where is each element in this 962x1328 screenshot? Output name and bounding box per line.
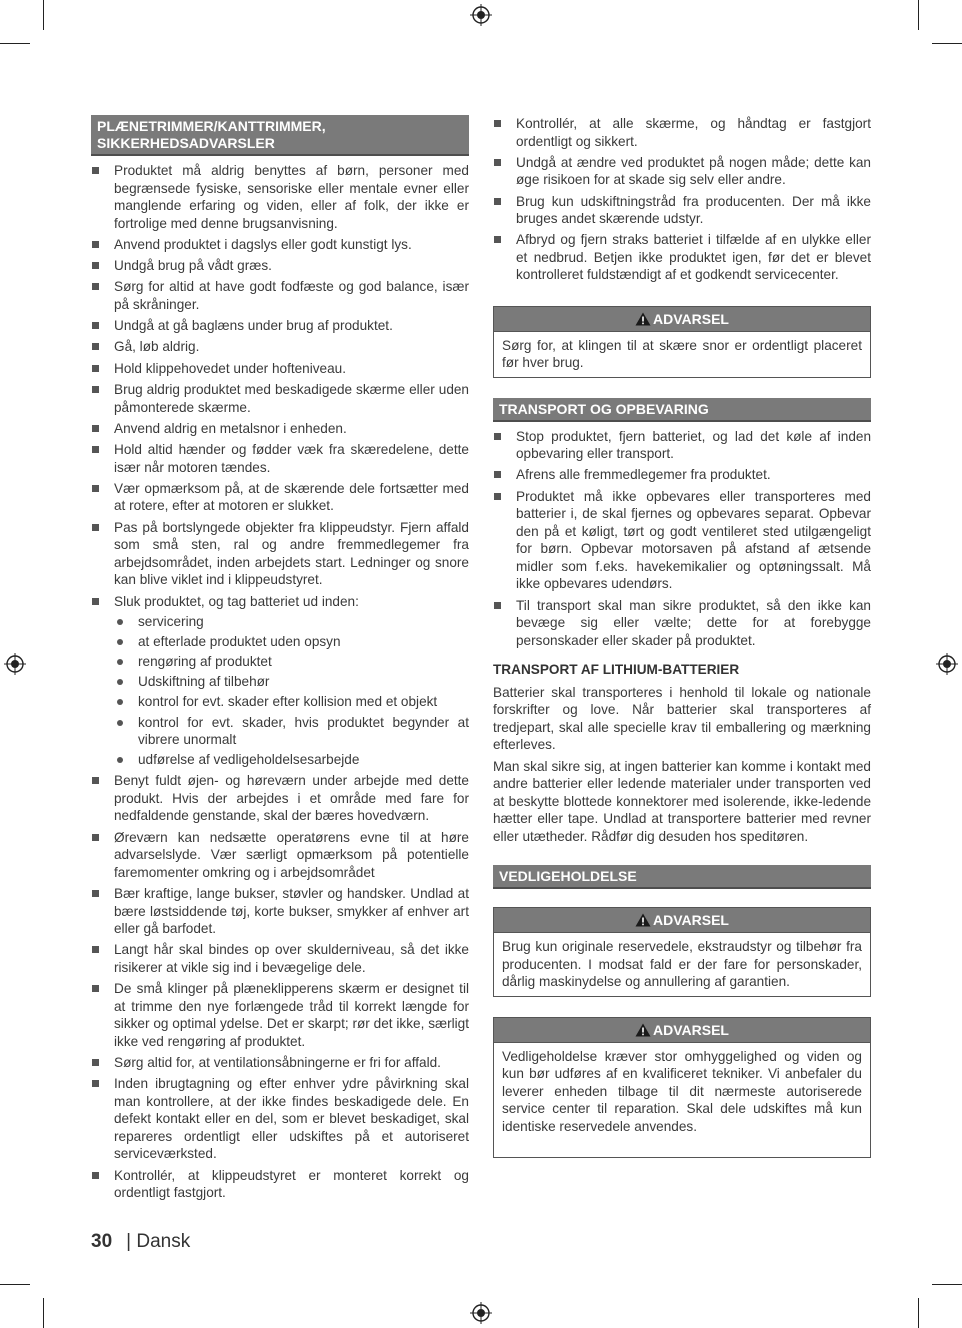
sub-list-item: kontrol for evt. skader efter kollision med et objekt [114, 693, 469, 711]
warning-box [493, 907, 871, 997]
warning-text: Brug kun originale reservedele, ekstraudstyr og tilbehør fra producenten. I modsat fald er der fare for personskader, dårlig maskinydelse og annullering af garantien. [502, 939, 862, 990]
list-item: Brug kun udskiftningstråd fra producenten. Der må ikke bruges andet skærende udstyr. [493, 193, 871, 228]
list-item: Benyt fuldt øjen- og høreværn under arbejde med dette produkt. Hvis der arbejdes i et område med fare for nedfaldende genstande, skal der bæres hovedværn. [91, 772, 469, 825]
list-item: Anvend aldrig en metalsnor i enheden. [91, 420, 469, 438]
list-item-text: Sluk produktet, og tag batteriet ud inden: [114, 593, 359, 609]
registration-mark-icon [4, 653, 26, 675]
warning-box [493, 1017, 871, 1159]
list-item: Hold altid hænder og fødder væk fra skæredelene, dette især når motoren tændes. [91, 441, 469, 476]
sub-list-item: Udskiftning af tilbehør [114, 673, 469, 691]
crop-mark [918, 1298, 919, 1328]
list-item: Undgå at ændre ved produktet på nogen måde; dette kan øge risikoen for at skade sig selv eller andre. [493, 154, 871, 189]
list-item: Vær opmærksom på, at de skærende dele fortsætter med at rotere, efter at motoren er slukket. [91, 480, 469, 515]
footer-language: | Dansk [126, 1231, 191, 1252]
warning-triangle-icon [635, 1023, 651, 1037]
list-item: Til transport skal man sikre produktet, så den ikke kan bevæge sig eller vælte; dette for at forebygge personskader eller skader på produktet. [493, 597, 871, 650]
safety-list [91, 162, 469, 1202]
warning-triangle-icon [635, 913, 651, 927]
sub-list [114, 613, 469, 769]
list-item: Afbryd og fjern straks batteriet i tilfælde af en ulykke eller et nedbrud. Betjen ikke produktet igen, før det er blevet kontrolleret fuldstændigt af et godkendt servicecenter. [493, 231, 871, 284]
maintenance-section-heading: VEDLIGEHOLDELSE [493, 865, 871, 889]
warning-title: ADVARSEL [653, 912, 729, 929]
list-item: Undgå brug på vådt græs. [91, 257, 469, 275]
crop-mark [0, 1284, 30, 1285]
list-item: Afrens alle fremmedlegemer fra produktet. [493, 466, 871, 484]
warning-header [494, 1018, 870, 1043]
right-column [493, 115, 871, 1178]
lithium-paragraph: Batterier skal transporteres i henhold til lokale og nationale forskrifter og love. Når batterier skal transporteres af tredjepart, skal alle specielle krav til emballering og mærkning efterleves. [493, 684, 871, 753]
crop-mark [43, 0, 44, 30]
heading-line: PLÆNETRIMMER/KANTTRIMMER, [97, 118, 326, 134]
page-footer [91, 1230, 190, 1254]
list-item: Hold klippehovedet under hofteniveau. [91, 360, 469, 378]
registration-mark-icon [936, 653, 958, 675]
list-item: Øreværn kan nedsætte operatørens evne til at høre advarselslyde. Vær særligt opmærksom på potentielle faremomenter omkring og i arbejdsområdet [91, 829, 469, 882]
list-item: Kontrollér, at klippeudstyret er monteret korrekt og ordentligt fastgjort. [91, 1167, 469, 1202]
transport-list [493, 428, 871, 649]
warning-text: Vedligeholdelse kræver stor omhyggelighed og viden og kun bør udføres af en kvalificeret tekniker. Vi anbefaler du leverer enheden tilbage til dit nærmeste autoriserede service center til reparation. Skal dele udskiftes må kun identiske reservedele anvendes. [502, 1048, 862, 1134]
list-item: Sørg altid for, at ventilationsåbningerne er fri for affald. [91, 1054, 469, 1072]
warning-header [494, 307, 870, 332]
list-item: Produktet må ikke opbevares eller transporteres med batterier i, de skal fjernes og opbevares separat. Opbevar den på et køligt, tørt og godt ventileret sted utilgængeligt for børn. Opbevar motorsaven på afstand af ætsende midler som f.eks. havekemikalier og optøningssalt. Må ikke opbevares udendørs. [493, 488, 871, 593]
warning-text: Sørg for, at klingen til at skære snor er ordentligt placeret før hver brug. [502, 337, 862, 371]
warning-title: ADVARSEL [653, 1021, 729, 1038]
crop-mark [0, 43, 30, 44]
sub-list-item: kontrol for evt. skader, hvis produktet begynder at vibrere unormalt [114, 714, 469, 749]
list-item: Inden ibrugtagning og efter enhver ydre påvirkning skal man kontrollere, at der ikke findes beskadigede dele. En defekt kontakt eller en del, som er blevet beskadiget, skal repareres ordentligt eller udskiftes på et autoriseret serviceværksted. [91, 1075, 469, 1163]
list-item: De små klinger på plæneklipperens skærm er designet til at trimme den nye forlængede tråd til korrekt længde for sikker og optimal ydelse. Det er skarpt; rør det ikke, særligt ikke ved rengøring af produktet. [91, 980, 469, 1050]
sub-list-item: servicering [114, 613, 469, 631]
list-item [91, 593, 469, 769]
crop-mark [932, 43, 962, 44]
crop-mark [918, 0, 919, 30]
list-item: Undgå at gå baglæns under brug af produktet. [91, 317, 469, 335]
lithium-subheading: TRANSPORT AF LITHIUM-BATTERIER [493, 662, 740, 678]
crop-mark [43, 1298, 44, 1328]
list-item: Langt hår skal bindes op over skulderniveau, så det ikke risikerer at vikle sig ind i bevægelige dele. [91, 941, 469, 976]
warning-triangle-icon [635, 312, 651, 326]
list-item: Bær kraftige, lange bukser, støvler og handsker. Undlad at bære løstsiddende tøj, korte bukser, smykker af enhver art eller gå barfodet. [91, 885, 469, 938]
list-item: Sørg for altid at have godt fodfæste og god balance, især på skråninger. [91, 278, 469, 313]
registration-mark-icon [470, 4, 492, 26]
safety-section-heading [91, 115, 469, 156]
list-item: Brug aldrig produktet med beskadigede skærme eller uden påmonterede skærme. [91, 381, 469, 416]
crop-mark [932, 1284, 962, 1285]
list-item: Kontrollér, at alle skærme, og håndtag er fastgjort ordentligt og sikkert. [493, 115, 871, 150]
sub-list-item: rengøring af produktet [114, 653, 469, 671]
registration-mark-icon [470, 1302, 492, 1324]
warning-header [494, 908, 870, 933]
sub-list-item: udførelse af vedligeholdelsesarbejde [114, 751, 469, 769]
list-item: Stop produktet, fjern batteriet, og lad det køle af inden opbevaring eller transport. [493, 428, 871, 463]
list-item: Pas på bortslyngede objekter fra klippeudstyr. Fjern affald som små sten, ral og andre fremmedlegemer fra arbejdsområdet, inden arbejdets start. Ledninger og snore kan blive viklet ind i klippeudstyret. [91, 519, 469, 589]
heading-line: SIKKERHEDSADVARSLER [97, 135, 275, 151]
lithium-paragraph: Man skal sikre sig, at ingen batterier kan komme i kontakt med andre batterier eller ledende materialer under transporten ved at beskytte blottede konnektorer med isolerende, ikke-ledende hætter eller tape. Undlad at transportere batterier med revner eller utætheder. Rådfør dig desuden hos speditøren. [493, 758, 871, 844]
warning-box [493, 306, 871, 378]
list-item: Produktet må aldrig benyttes af børn, personer med begrænsede fysiske, sensoriske eller mentale evner eller manglende erfaring og viden, eller af folk, der ikke er fortrolige med denne brugsanvisning. [91, 162, 469, 232]
safety-list-continued [493, 115, 871, 284]
page-number: 30 [91, 1231, 113, 1252]
warning-title: ADVARSEL [653, 310, 729, 327]
list-item: Gå, løb aldrig. [91, 338, 469, 356]
list-item: Anvend produktet i dagslys eller godt kunstigt lys. [91, 236, 469, 254]
transport-section-heading: TRANSPORT OG OPBEVARING [493, 398, 871, 422]
left-column [91, 115, 469, 1205]
sub-list-item: at efterlade produktet uden opsyn [114, 633, 469, 651]
